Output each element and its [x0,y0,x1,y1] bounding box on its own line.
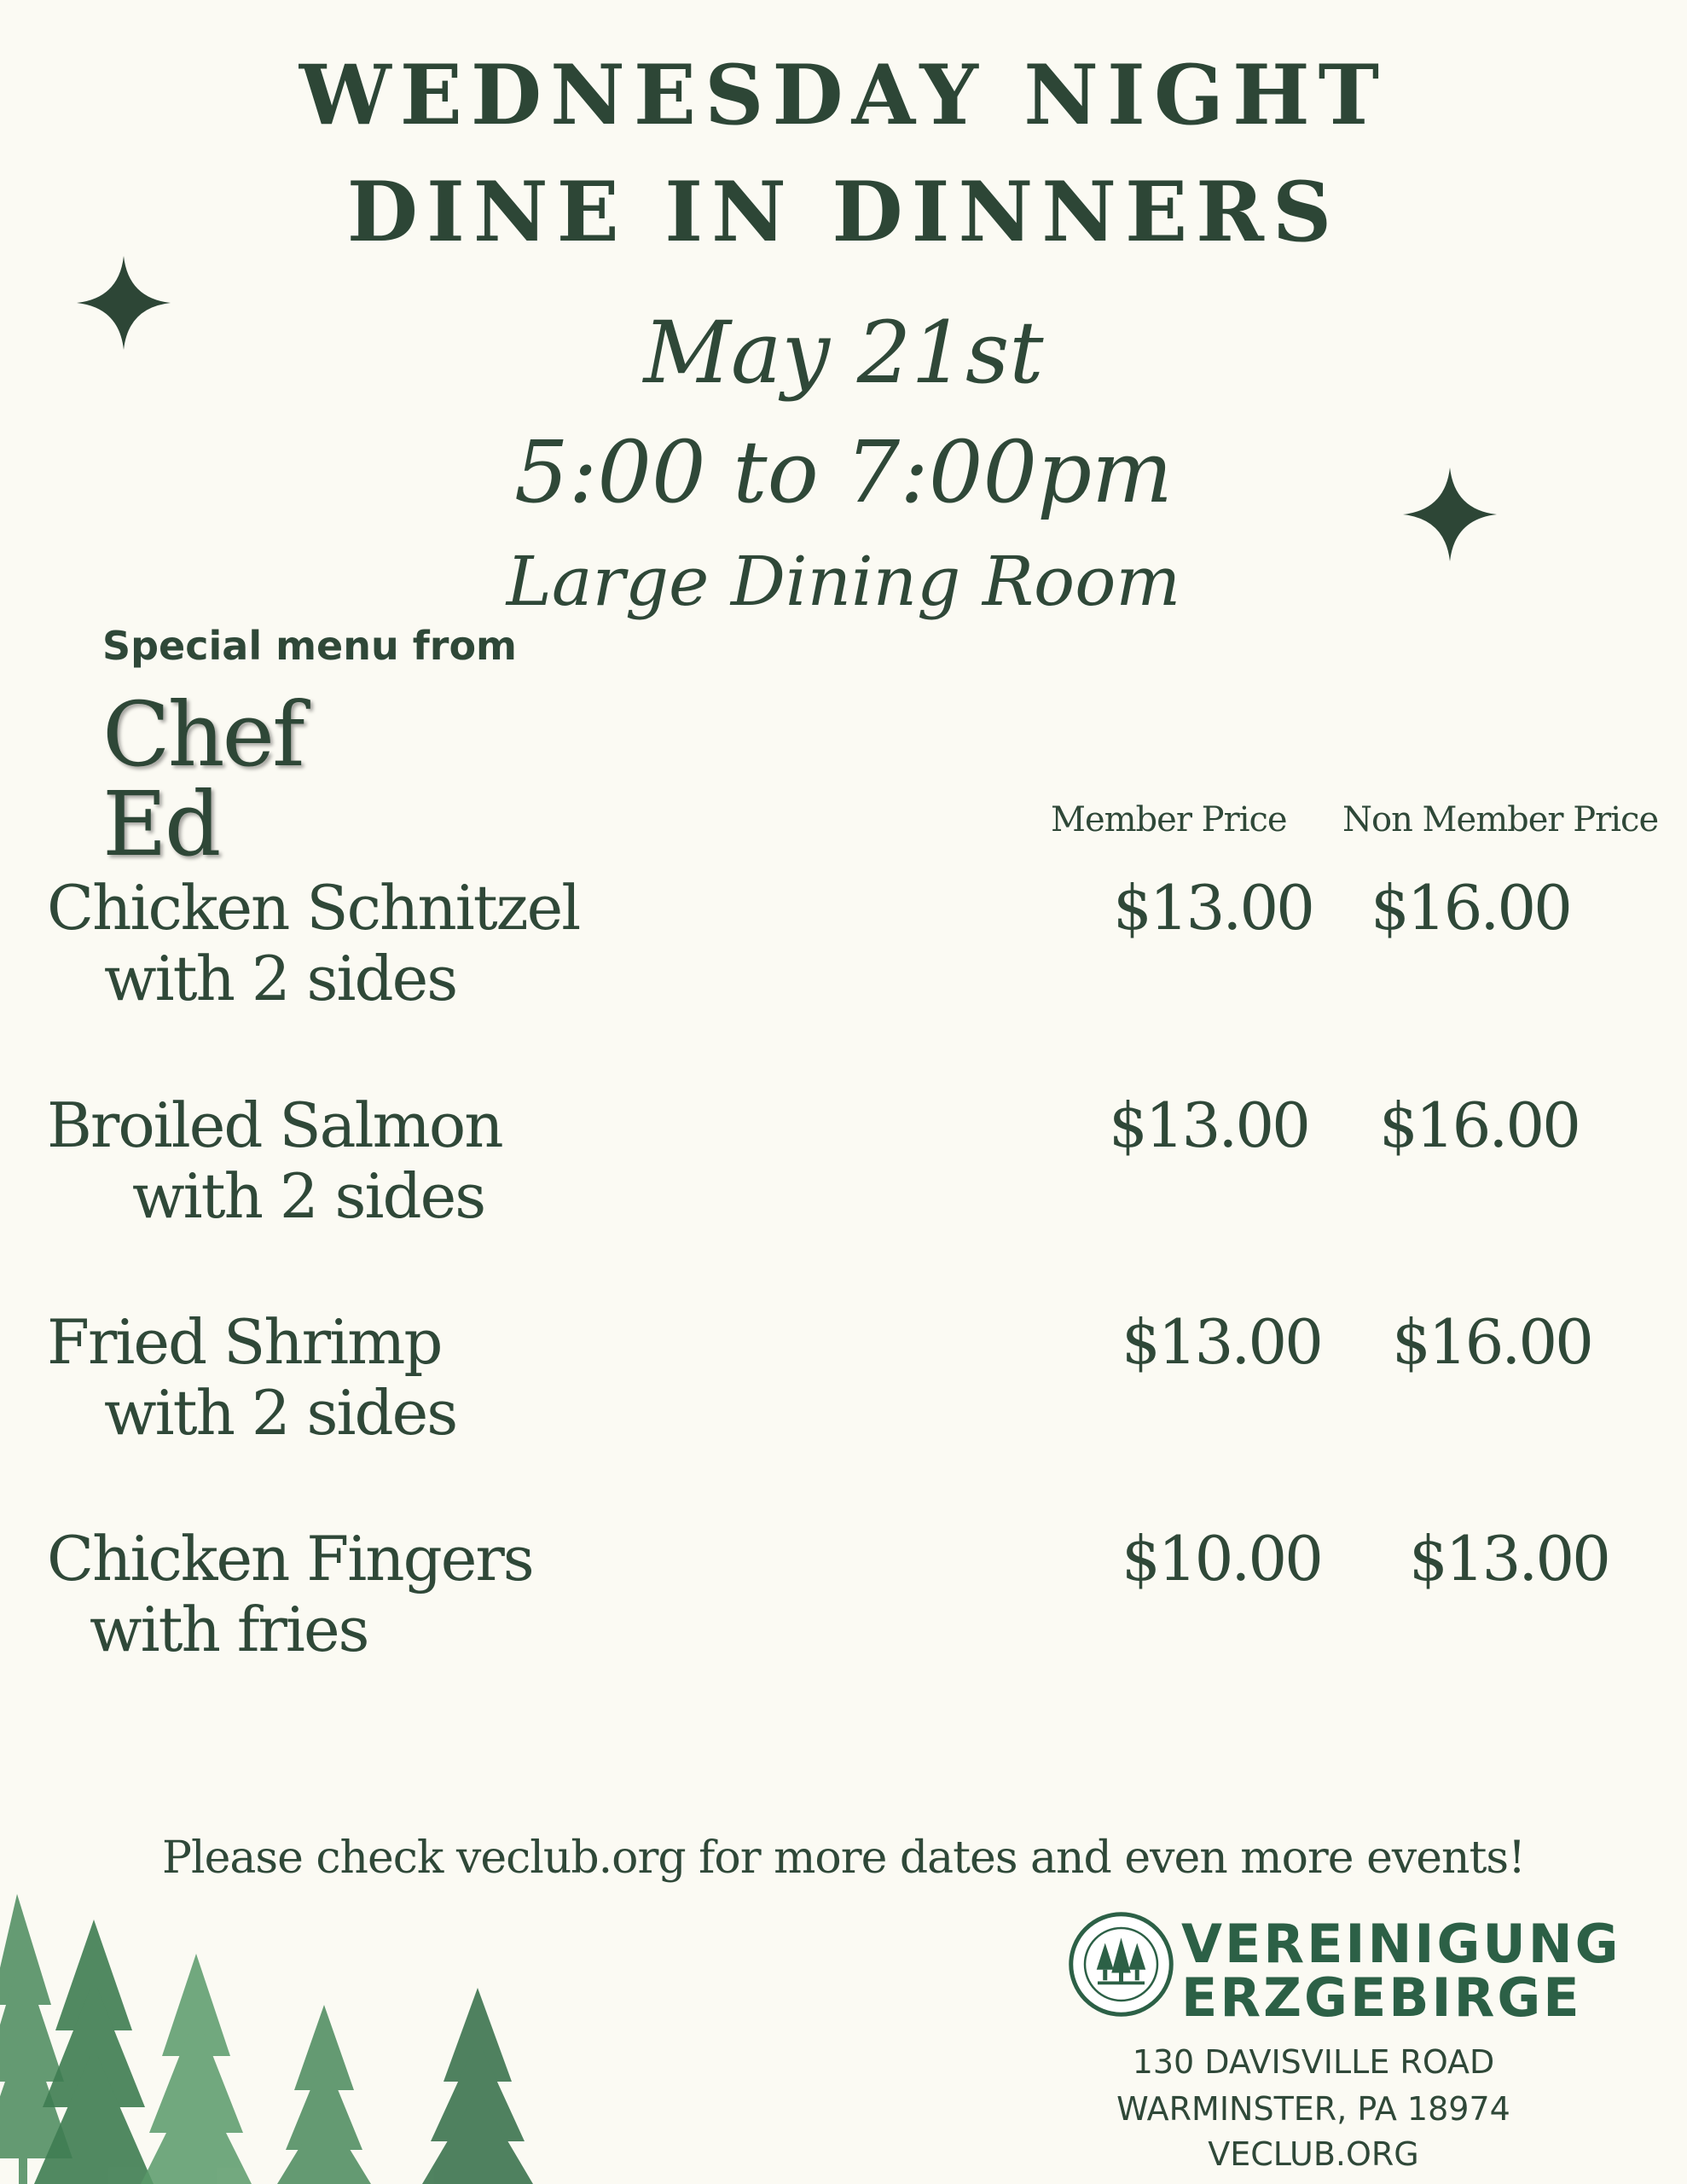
menu-item-side: with 2 sides [104,943,457,1014]
menu-item-side: with 2 sides [104,1377,457,1449]
tree-illustration [0,1834,614,2184]
address-street: 130 DAVISVILLE ROAD [1132,2043,1495,2081]
menu-item-name: Broiled Salmon [47,1089,502,1161]
menu-item-name: Fried Shrimp [47,1306,442,1378]
menu-item-name: Chicken Schnitzel [47,872,580,944]
member-price: $13.00 [1109,1089,1308,1161]
title-line-2: DINE IN DINNERS [346,164,1341,260]
chef-name-line-2: Ed [102,772,219,876]
member-price: $10.00 [1122,1523,1321,1594]
website-link[interactable]: VECLUB.ORG [1208,2135,1419,2173]
member-price-header: Member Price [1051,800,1287,839]
menu-item-side: with 2 sides [132,1160,485,1232]
address-city: WARMINSTER, PA 18974 [1116,2090,1510,2128]
special-menu-intro: Special menu from [102,623,517,669]
member-price: $13.00 [1113,872,1313,944]
club-emblem [1068,1911,1174,2018]
event-date: May 21st [643,303,1044,403]
title-line-1: WEDNESDAY NIGHT [299,47,1388,143]
non-member-price: $16.00 [1379,1089,1579,1161]
non-member-price-header: Non Member Price [1342,800,1659,839]
member-price: $13.00 [1122,1306,1321,1378]
org-name-line-2: ERZGEBIRGE [1181,1966,1582,2029]
event-time: 5:00 to 7:00pm [514,422,1173,522]
org-name-line-1: VEREINIGUNG [1181,1913,1621,1975]
chef-name-line-1: Chef [102,682,303,787]
non-member-price: $16.00 [1392,1306,1591,1378]
event-location: Large Dining Room [506,542,1181,621]
menu-item-side: with fries [90,1594,368,1665]
footer-note: Please check veclub.org for more dates and even more events! [162,1833,1525,1884]
menu-item-name: Chicken Fingers [47,1523,533,1594]
non-member-price: $16.00 [1371,872,1570,944]
non-member-price: $13.00 [1409,1523,1609,1594]
